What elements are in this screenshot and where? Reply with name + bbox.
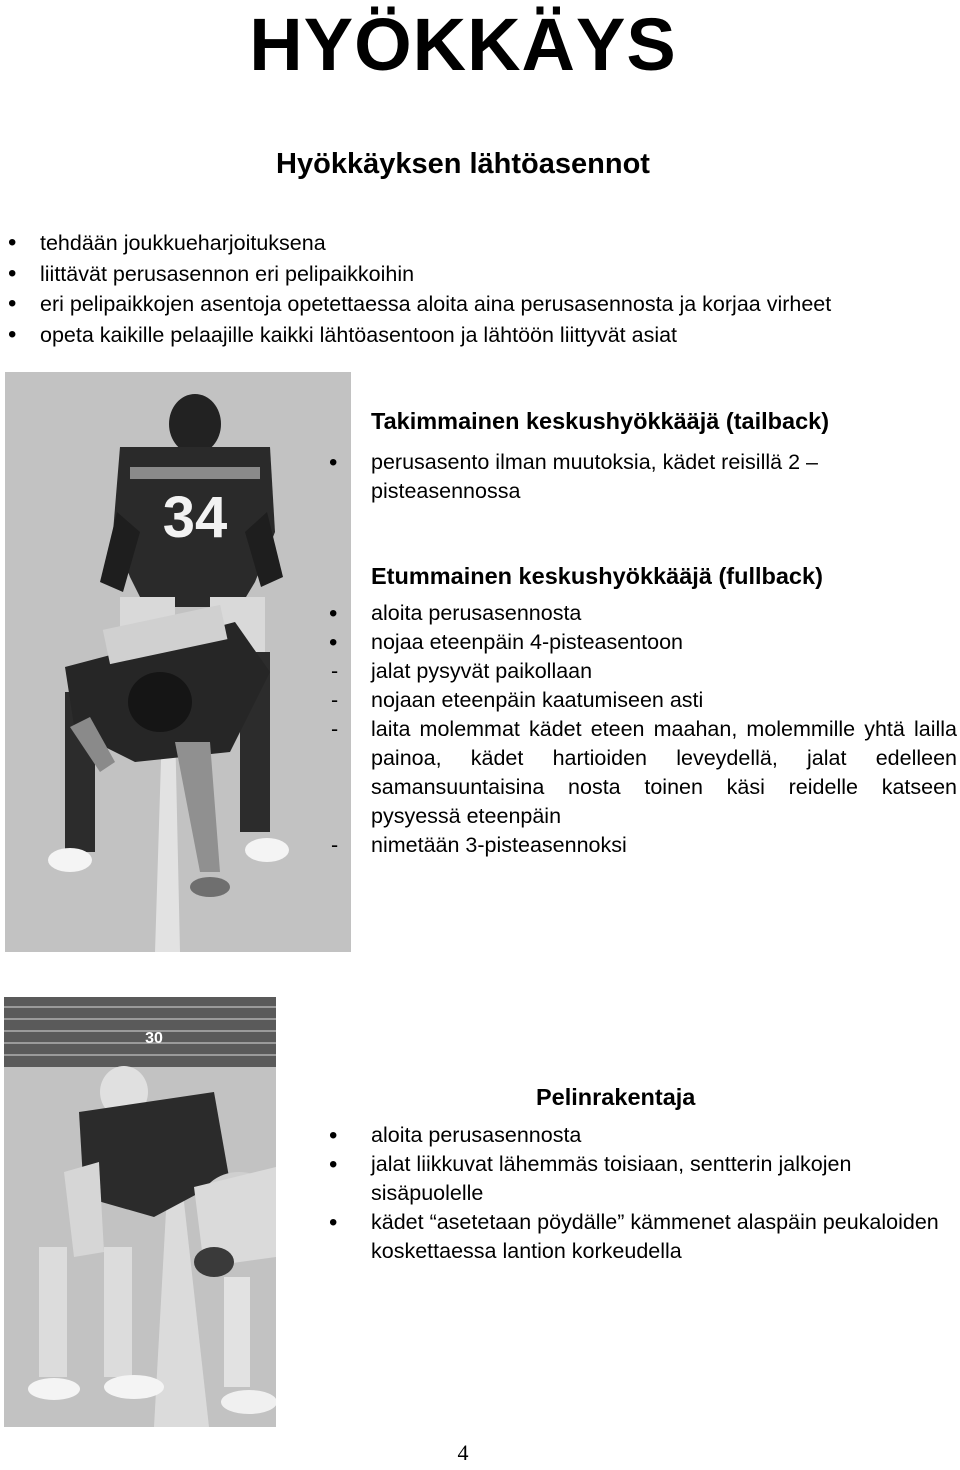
quarterback-list <box>299 1121 939 1266</box>
page-title: HYÖKKÄYS <box>249 3 677 86</box>
fullback-dash-item: - nimetään 3-pisteasennoksi <box>299 831 957 860</box>
intro-item: • opeta kaikille pelaajille kaikki lähtöasentoon ja lähtöön liittyvät asiat <box>8 320 831 351</box>
tailback-list <box>371 448 957 506</box>
fullback-dash-item: - jalat pysyvät paikollaan <box>299 657 957 686</box>
jersey-number: 34 <box>162 485 228 550</box>
fullback-item: • aloita perusasennosta <box>299 599 957 628</box>
fullback-dash-item: - nojaan eteenpäin kaatumiseen asti <box>299 686 957 715</box>
intro-item: • liittävät perusasennon eri pelipaikkoihin <box>8 259 831 290</box>
intro-item: • tehdään joukkueharjoituksena <box>8 228 831 259</box>
quarterback-item: • jalat liikkuvat lähemmäs toisiaan, sentterin jalkojen sisäpuolelle <box>299 1150 939 1208</box>
fullback-list <box>299 599 957 860</box>
yard-marker: 30 <box>145 1030 163 1047</box>
quarterback-heading: Pelinrakentaja <box>536 1084 696 1110</box>
intro-item: • eri pelipaikkojen asentoja opetettaessa aloita aina perusasennosta ja korjaa virheet <box>8 289 831 320</box>
tailback-heading: Takimmainen keskushyökkääjä (tailback) <box>371 408 830 434</box>
fullback-dash-item: - laita molemmat kädet eteen maahan, molemmille yhtä lailla painoa, kädet hartioiden leveydellä, jalat edelleen samansuuntaisina nosta toinen käsi reidelle katseen pysyessä eteenpäin <box>299 715 957 831</box>
page-subtitle: Hyökkäyksen lähtöasennot <box>276 148 650 180</box>
quarterback-item: • kädet “asetetaan pöydälle” kämmenet alaspäin peukaloiden koskettaessa lantion korkeudella <box>299 1208 939 1266</box>
quarterback-stance-photo <box>4 997 276 1427</box>
fullback-heading: Etummainen keskushyökkääjä (fullback) <box>371 563 823 589</box>
fullback-item: • nojaa eteenpäin 4-pisteasentoon <box>299 628 957 657</box>
page-number: 4 <box>457 1440 469 1465</box>
quarterback-item: • aloita perusasennosta <box>299 1121 939 1150</box>
tailback-item: • perusasento ilman muutoksia, kädet reisillä 2 – pisteasennossa <box>299 448 957 506</box>
intro-list <box>8 228 831 350</box>
